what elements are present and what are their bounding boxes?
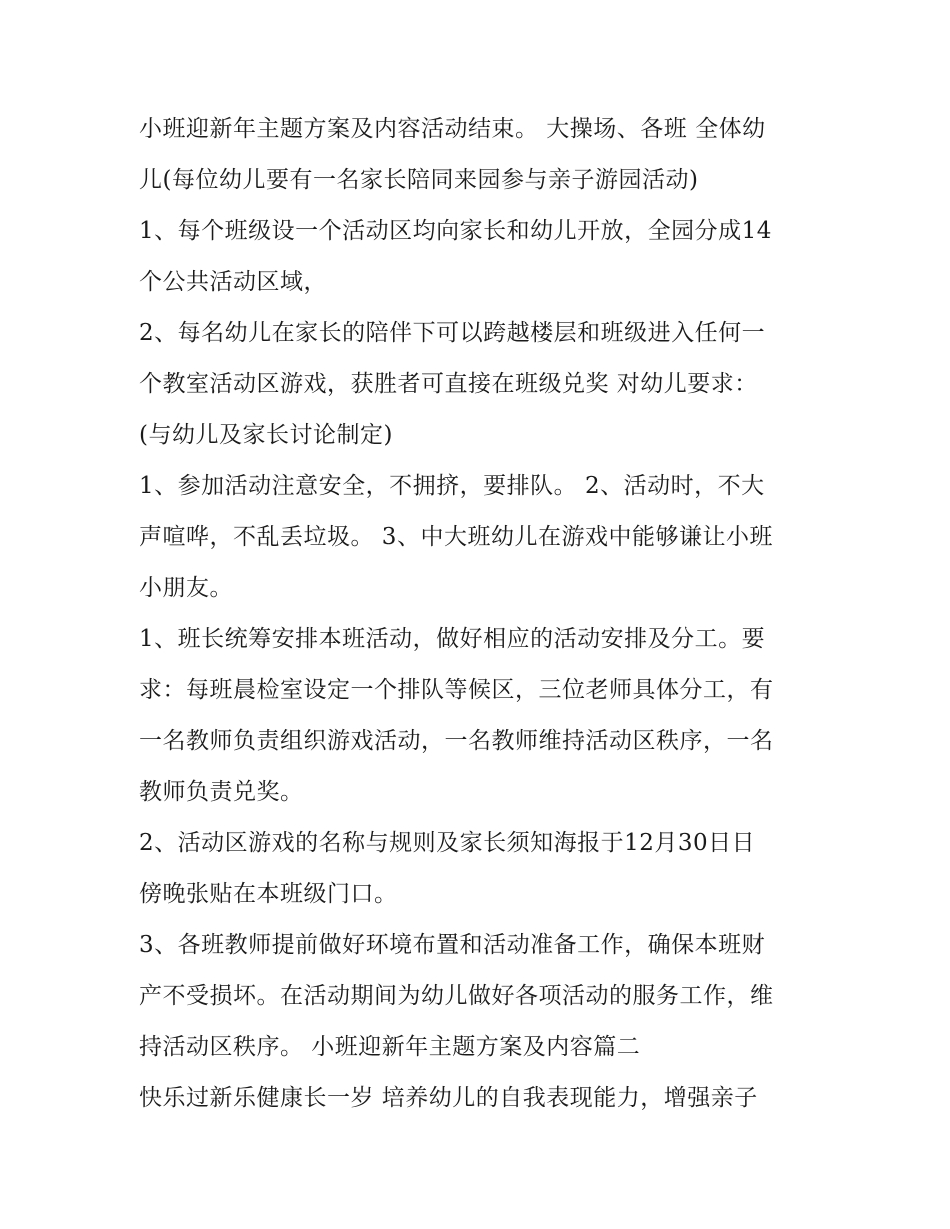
text-line: 3、各班教师提前做好环境布置和活动准备工作，确保本班财: [139, 932, 766, 958]
text-line: 个教室活动区游戏，获胜者可直接在班级兑奖 对幼儿要求：: [139, 371, 758, 397]
document-body: [139, 104, 819, 1124]
text-line: 快乐过新乐健康长一岁 培养幼儿的自我表现能力，增强亲子: [139, 1085, 758, 1111]
text-line: 儿(每位幼儿要有一名家长陪同来园参与亲子游园活动): [139, 167, 699, 193]
text-line: 求：每班晨检室设定一个排队等候区，三位老师具体分工，有: [139, 677, 774, 703]
text-line: (与幼儿及家长讨论制定): [139, 422, 393, 448]
text-line: 2、活动区游戏的名称与规则及家长须知海报于12月30日日: [139, 830, 756, 856]
text-line: 小朋友。: [139, 575, 233, 601]
text-line: 1、每个班级设一个活动区均向家长和幼儿开放，全园分成14: [139, 218, 772, 244]
text-line: 教师负责兑奖。: [139, 779, 304, 805]
text-line: 1、班长统筹安排本班活动，做好相应的活动安排及分工。要: [139, 626, 766, 652]
text-line: 傍晚张贴在本班级门口。: [139, 881, 398, 907]
text-line: 2、每名幼儿在家长的陪伴下可以跨越楼层和班级进入任何一: [139, 320, 766, 346]
text-line: 1、参加活动注意安全，不拥挤，要排队。 2、活动时，不大: [139, 473, 765, 499]
text-line: 一名教师负责组织游戏活动，一名教师维持活动区秩序，一名: [139, 728, 774, 754]
text-line: 个公共活动区域，: [139, 269, 327, 295]
text-line: 持活动区秩序。 小班迎新年主题方案及内容篇二: [139, 1034, 641, 1060]
text-line: 声喧哗，不乱丢垃圾。 3、中大班幼儿在游戏中能够谦让小班: [139, 524, 773, 550]
text-line: 产不受损坏。在活动期间为幼儿做好各项活动的服务工作，维: [139, 983, 774, 1009]
text-line: 小班迎新年主题方案及内容活动结束。 大操场、各班 全体幼: [139, 116, 766, 142]
